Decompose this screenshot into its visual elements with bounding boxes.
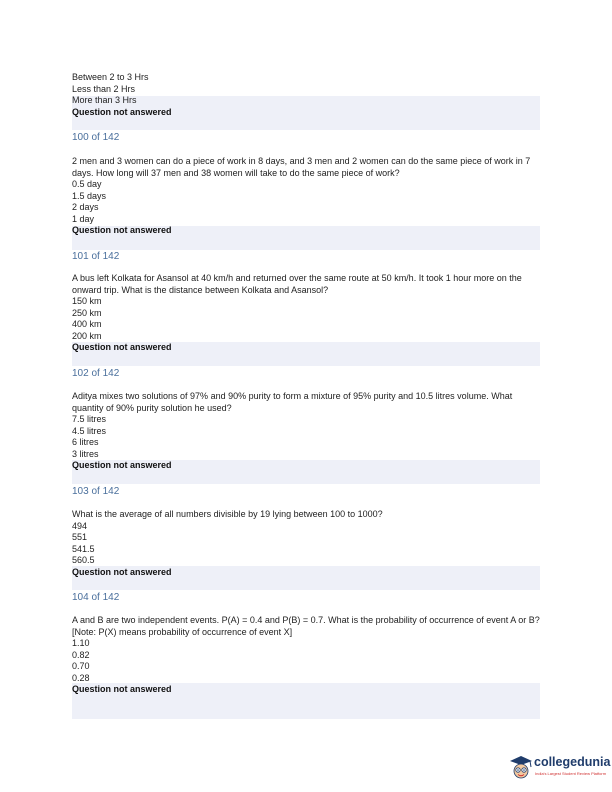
- question-text: A bus left Kolkata for Asansol at 40 km/h and returned over the same route at 50 km/h. It took 1 hour more on the onward trip. What is the distance between Kolkata and Asansol?: [72, 273, 522, 295]
- option: 560.5: [72, 555, 95, 565]
- option: 150 km: [72, 296, 102, 306]
- option: 3 litres: [72, 448, 99, 459]
- question-block: [72, 156, 540, 237]
- option: 400 km: [72, 319, 102, 329]
- question-block: [72, 273, 540, 354]
- option: 0.82: [72, 649, 90, 660]
- option: 0.5 day: [72, 179, 102, 189]
- answer-status: Question not answered: [72, 684, 172, 694]
- option: 541.5: [72, 543, 95, 554]
- option: 6 litres: [72, 437, 99, 447]
- question-text: 2 men and 3 women can do a piece of work in 8 days, and 3 men and 2 women can do the same piece of work in 7 days. How long will 37 men and 38 women will take to do the same piece of work?: [72, 156, 531, 178]
- question-block: [72, 509, 540, 578]
- option: 200 km: [72, 330, 102, 341]
- answer-status: Question not answered: [72, 225, 172, 235]
- question-block: [72, 391, 540, 472]
- option: 1.5 days: [72, 190, 107, 201]
- option: 250 km: [72, 307, 102, 318]
- option: 494: [72, 520, 88, 531]
- answer-status: Question not answered: [72, 342, 172, 352]
- answer-status: Question not answered: [72, 566, 172, 577]
- prev-question-options: [72, 72, 540, 118]
- question-number: 103 of 142: [72, 486, 120, 497]
- question-number: 102 of 142: [72, 368, 120, 379]
- option: Between 2 to 3 Hrs: [72, 72, 149, 82]
- option: 7.5 litres: [72, 414, 107, 424]
- option: Less than 2 Hrs: [72, 83, 136, 94]
- question-block: [72, 615, 540, 696]
- option: 1.10: [72, 638, 90, 648]
- question-text: Aditya mixes two solutions of 97% and 90% purity to form a mixture of 95% purity and 10.5 litres volume. What quantity of 90% purity solution he used?: [72, 391, 513, 413]
- option: 0.70: [72, 661, 90, 671]
- answer-status: Question not answered: [72, 106, 172, 117]
- logo-wordmark: collegedunia: [534, 755, 611, 769]
- question-number: 101 of 142: [72, 251, 120, 262]
- question-text: What is the average of all numbers divisible by 19 lying between 100 to 1000?: [72, 509, 383, 519]
- mascot-icon: [508, 754, 534, 782]
- collegedunia-logo: [508, 752, 612, 784]
- option: 1 day: [72, 213, 95, 224]
- question-number: 100 of 142: [72, 132, 120, 143]
- option: 551: [72, 532, 88, 542]
- option: 0.28: [72, 672, 90, 683]
- logo-tagline: India's Largest Student Review Platform: [535, 771, 607, 776]
- option: 2 days: [72, 202, 99, 212]
- question-number: 104 of 142: [72, 592, 120, 603]
- option: 4.5 litres: [72, 425, 107, 436]
- option: More than 3 Hrs: [72, 95, 137, 105]
- question-text: A and B are two independent events. P(A) = 0.4 and P(B) = 0.7. What is the probability of occurrence of event A or B? [Note: P(X) means probability of occurrence of event X]: [72, 615, 540, 637]
- answer-status: Question not answered: [72, 460, 172, 470]
